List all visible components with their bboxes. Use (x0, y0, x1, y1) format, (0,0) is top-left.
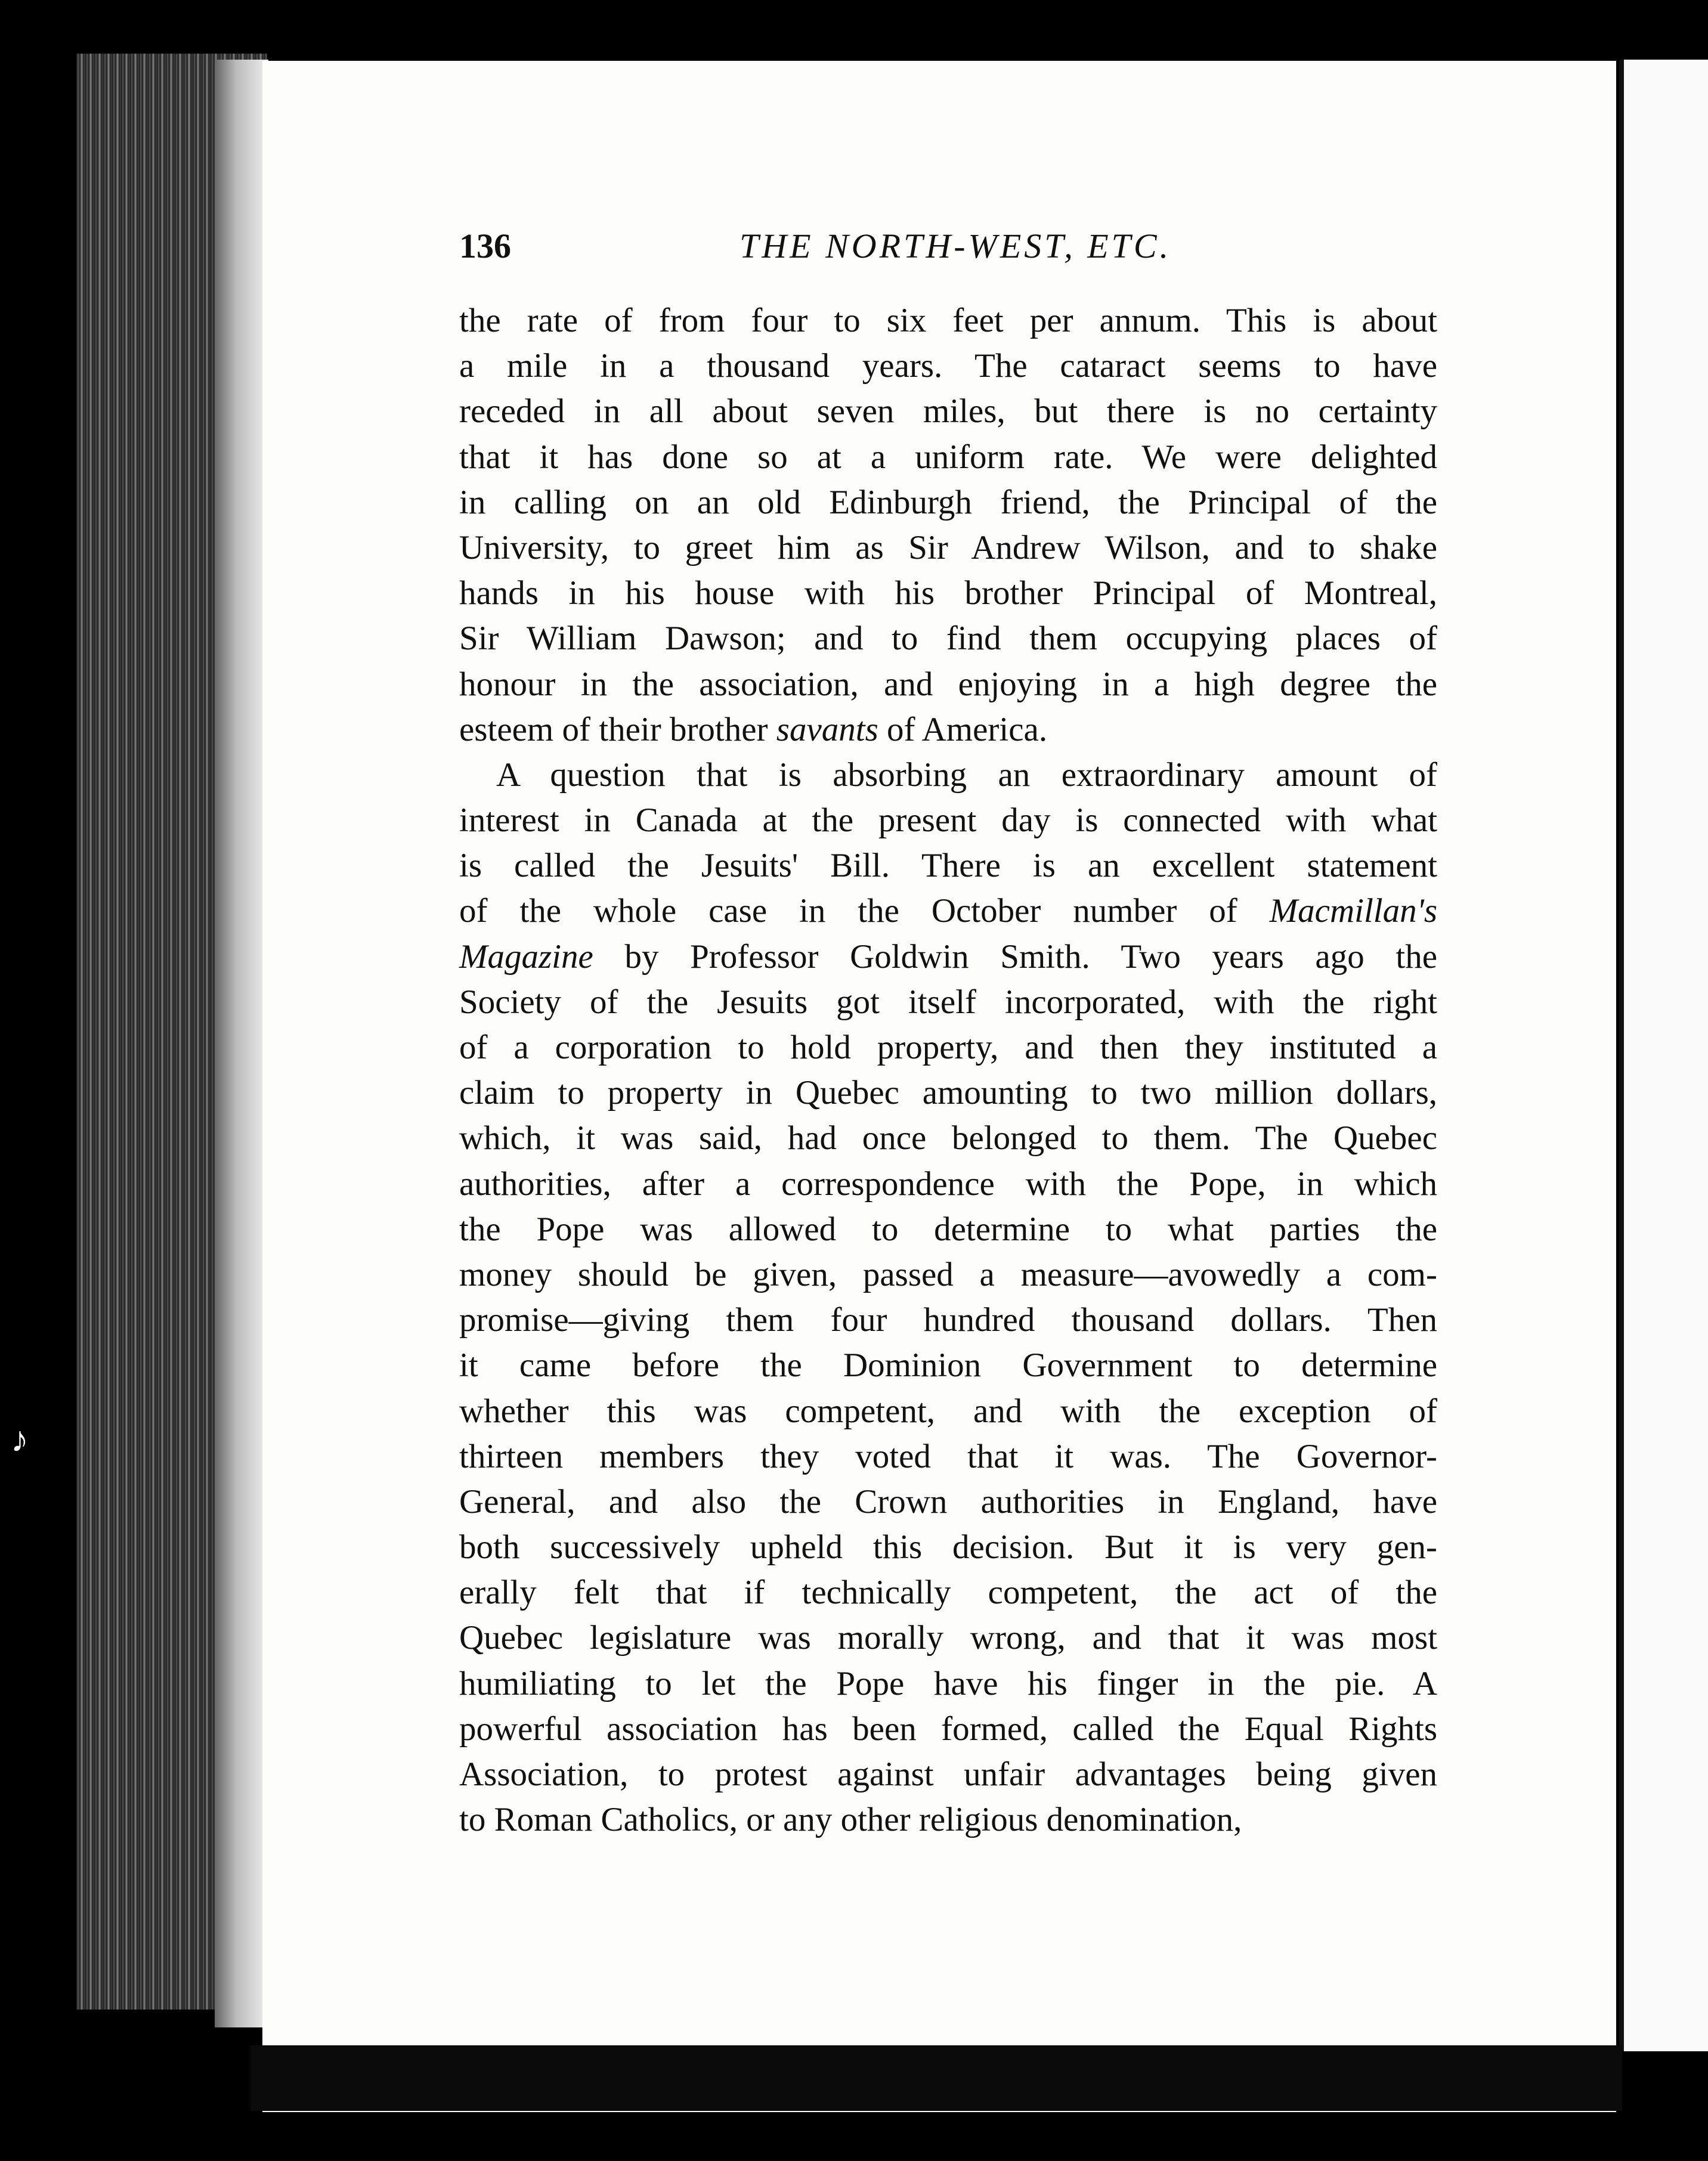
text-line: money should be given, passed a measure—avowedly a com- (459, 1255, 1437, 1293)
text-line: authorities, after a correspondence with the Pope, in which (459, 1165, 1437, 1203)
text-line: interest in Canada at the present day is connected with what (459, 801, 1437, 840)
text-line: whether this was competent, and with the exception of (459, 1392, 1437, 1430)
text-line: the Pope was allowed to determine to what parties the (459, 1210, 1437, 1248)
scan-speck: ♪ (11, 1420, 29, 1459)
text-line: A question that is absorbing an extraordinary amount of (496, 756, 1437, 794)
text-line: General, and also the Crown authorities in England, have (459, 1482, 1437, 1521)
text-line: thirteen members they voted that it was. The Governor- (459, 1437, 1437, 1475)
text-line: is called the Jesuits' Bill. There is an excellent statement (459, 847, 1437, 885)
text-line: Magazine by Professor Goldwin Smith. Two years ago the (459, 937, 1437, 976)
text-line: Society of the Jesuits got itself incorporated, with the right (459, 983, 1437, 1021)
text-line: that it has done so at a uniform rate. We were delighted (459, 438, 1437, 476)
text-line: powerful association has been formed, called the Equal Rights (459, 1710, 1437, 1748)
paragraph (459, 298, 1437, 753)
text-line: hands in his house with his brother Principal of Montreal, (459, 574, 1437, 612)
text-line: of the whole case in the October number of Macmillan's (459, 892, 1437, 930)
body-text (459, 298, 1437, 1843)
text-line: in calling on an old Edinburgh friend, the Principal of the (459, 483, 1437, 521)
text-line: to Roman Catholics, or any other religious denomination, (459, 1801, 1242, 1839)
text-line: which, it was said, had once belonged to them. The Quebec (459, 1119, 1437, 1157)
text-line: of a corporation to hold property, and then they instituted a (459, 1029, 1437, 1066)
text-line: receded in all about seven miles, but there is no certainty (459, 392, 1437, 431)
text-line: honour in the association, and enjoying in a high degree the (459, 665, 1437, 703)
bottom-shadow (250, 2045, 1622, 2111)
gutter-shadow (215, 60, 268, 2027)
text-line: Quebec legislature was morally wrong, and that it was most (459, 1619, 1437, 1657)
text-line: it came before the Dominion Government to determine (459, 1346, 1437, 1385)
text-line: the rate of from four to six feet per annum. This is about (459, 302, 1437, 339)
facing-page-edge (1619, 60, 1708, 2051)
running-head (459, 219, 1223, 273)
text-line: a mile in a thousand years. The cataract seems to have (459, 347, 1437, 385)
text-line: Sir William Dawson; and to find them occupying places of (459, 620, 1437, 658)
text-line: Association, to protest against unfair advantages being given (459, 1756, 1437, 1793)
paragraph (459, 753, 1437, 1843)
text-line: University, to greet him as Sir Andrew Wilson, and to shake (459, 528, 1437, 566)
running-title: THE NORTH-WEST, ETC. (739, 227, 1172, 265)
text-line: both successively upheld this decision. But it is very gen- (459, 1528, 1437, 1566)
page-number: 136 (459, 227, 511, 265)
text-line: esteem of their brother savants of America. (459, 710, 1048, 748)
text-line: promise—giving them four hundred thousand dollars. Then (459, 1301, 1437, 1339)
text-line: humiliating to let the Pope have his finger in the pie. A (459, 1664, 1437, 1702)
text-line: claim to property in Quebec amounting to two million dollars, (459, 1074, 1437, 1112)
text-line: erally felt that if technically competent, the act of the (459, 1574, 1437, 1612)
